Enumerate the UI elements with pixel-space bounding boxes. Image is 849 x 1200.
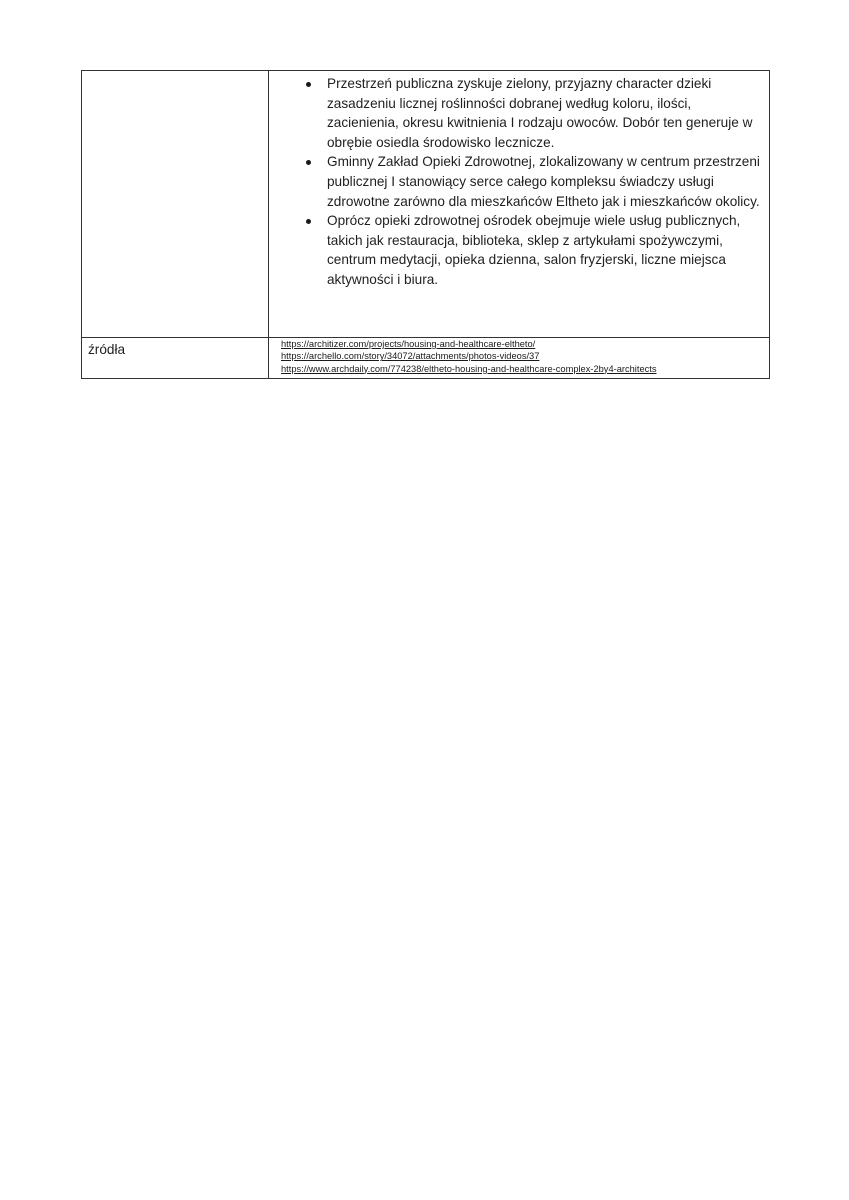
table-row-description [82,71,770,338]
source-link-architizer[interactable]: https://architizer.com/projects/housing-and-healthcare-eltheto/ [281,339,536,349]
bullet-item-public-services: Oprócz opieki zdrowotnej ośrodek obejmuje wiele usług publicznych, takich jak restauracja, biblioteka, sklep z artykułami spożywczymi, centrum medytacji, opieka dzienna, salon fryzjerski, liczne miejsca aktywności i biura. [327,211,761,289]
source-link-archdaily[interactable]: https://www.archdaily.com/774238/eltheto-housing-and-healthcare-complex-2by4-architects [281,363,657,374]
empty-label-cell [82,71,269,338]
content-table [81,70,770,379]
source-links [269,338,769,375]
source-link-archello[interactable]: https://archello.com/story/34072/attachments/photos-videos/37 [281,351,540,362]
table-row-sources [82,338,770,379]
description-cell [269,71,770,338]
sources-label-cell [82,338,269,379]
bullet-item-healthcare-facility: Gminny Zakład Opieki Zdrowotnej, zlokalizowany w centrum przestrzeni publicznej I stanowiący serce całego kompleksu świadczy usługi zdrowotne zarówno dla mieszkańców Eltheto jak i mieszkańców okolicy. [327,152,761,211]
sources-links-cell [269,338,770,379]
sources-label: źródła [88,342,126,357]
bullet-item-public-space: Przestrzeń publiczna zyskuje zielony, przyjazny character dzieki zasadzeniu licznej roślinności dobranej według koloru, ilości, zacienienia, okresu kwitnienia I rodzaju owoców. Dobór ten generuje w obrębie osiedla środowisko lecznicze. [327,74,761,152]
description-bullet-list [269,71,769,290]
